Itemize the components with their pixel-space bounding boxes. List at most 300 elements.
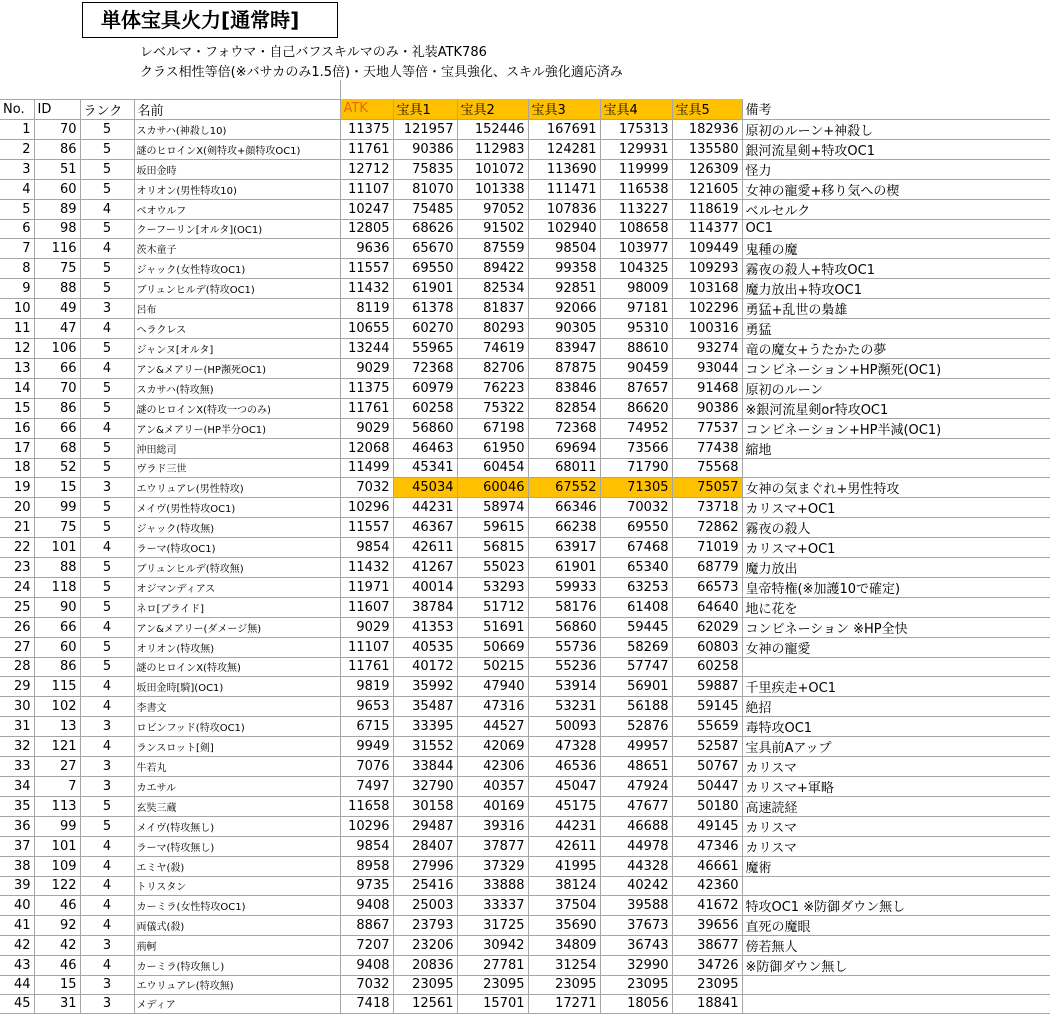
row-atk: 10296 <box>340 497 393 517</box>
row-np3: 72368 <box>528 418 600 438</box>
row-memo: 銀河流星剣+特攻OC1 <box>742 139 1050 159</box>
row-np2: 39316 <box>457 816 528 836</box>
table-row <box>0 497 1050 517</box>
row-name: 玄奘三蔵 <box>134 796 340 816</box>
row-rank: 5 <box>80 796 134 816</box>
col-id: ID <box>34 99 80 119</box>
table-row <box>0 816 1050 836</box>
row-np5: 38677 <box>672 935 742 955</box>
row-memo: コンビネーション ※HP全快 <box>742 617 1050 637</box>
row-np4: 56901 <box>600 676 672 696</box>
row-id: 99 <box>34 816 80 836</box>
row-id: 75 <box>34 517 80 537</box>
col-atk: ATK <box>340 99 393 119</box>
row-np2: 60046 <box>457 477 528 497</box>
row-np1: 25003 <box>393 895 457 915</box>
row-no: 14 <box>0 378 34 398</box>
table-row <box>0 895 1050 915</box>
row-np4: 63253 <box>600 577 672 597</box>
row-no: 28 <box>0 657 34 676</box>
row-name: エミヤ(殺) <box>134 856 340 876</box>
row-np4: 44328 <box>600 856 672 876</box>
row-no: 38 <box>0 856 34 876</box>
row-rank: 5 <box>80 159 134 179</box>
row-np3: 107836 <box>528 199 600 219</box>
row-name: 坂田金時 <box>134 159 340 179</box>
row-rank: 4 <box>80 676 134 696</box>
table-row <box>0 358 1050 378</box>
row-atk: 10296 <box>340 816 393 836</box>
row-rank: 3 <box>80 298 134 318</box>
row-rank: 4 <box>80 895 134 915</box>
table-row <box>0 378 1050 398</box>
row-np5: 109449 <box>672 238 742 258</box>
col-rank: ランク <box>80 99 134 119</box>
row-np4: 87657 <box>600 378 672 398</box>
row-np1: 23206 <box>393 935 457 955</box>
row-np2: 101338 <box>457 179 528 199</box>
row-name: カーミラ(女性特攻OC1) <box>134 895 340 915</box>
row-np2: 56815 <box>457 537 528 557</box>
table-row <box>0 398 1050 418</box>
row-rank: 5 <box>80 219 134 238</box>
table-row <box>0 557 1050 577</box>
row-no: 23 <box>0 557 34 577</box>
table-row <box>0 458 1050 477</box>
row-np3: 92851 <box>528 278 600 298</box>
row-np5: 50447 <box>672 776 742 796</box>
row-name: ヴラド三世 <box>134 458 340 477</box>
row-no: 20 <box>0 497 34 517</box>
row-np5: 72862 <box>672 517 742 537</box>
table-row <box>0 776 1050 796</box>
row-name: オリオン(男性特攻10) <box>134 179 340 199</box>
row-np1: 23793 <box>393 915 457 935</box>
table-row <box>0 438 1050 458</box>
row-np2: 44527 <box>457 716 528 736</box>
row-np4: 129931 <box>600 139 672 159</box>
row-name: ロビンフッド(特攻OC1) <box>134 716 340 736</box>
row-no: 45 <box>0 994 34 1013</box>
row-np4: 44978 <box>600 836 672 856</box>
row-np3: 82854 <box>528 398 600 418</box>
row-rank: 5 <box>80 657 134 676</box>
row-atk: 11432 <box>340 557 393 577</box>
row-atk: 9408 <box>340 955 393 975</box>
row-np1: 29487 <box>393 816 457 836</box>
row-np3: 83846 <box>528 378 600 398</box>
row-atk: 9819 <box>340 676 393 696</box>
row-no: 4 <box>0 179 34 199</box>
row-memo: 毒特攻OC1 <box>742 716 1050 736</box>
row-np4: 57747 <box>600 657 672 676</box>
row-atk: 11557 <box>340 517 393 537</box>
row-memo: カリスマ+軍略 <box>742 776 1050 796</box>
row-np5: 23095 <box>672 975 742 994</box>
row-np1: 60979 <box>393 378 457 398</box>
row-np3: 35690 <box>528 915 600 935</box>
row-np2: 82534 <box>457 278 528 298</box>
row-np4: 113227 <box>600 199 672 219</box>
row-memo: 女神の寵愛+移り気への楔 <box>742 179 1050 199</box>
row-np1: 35487 <box>393 696 457 716</box>
row-memo <box>742 975 1050 994</box>
row-np3: 42611 <box>528 836 600 856</box>
row-np4: 56188 <box>600 696 672 716</box>
row-np3: 167691 <box>528 119 600 139</box>
row-no: 43 <box>0 955 34 975</box>
row-id: 27 <box>34 756 80 776</box>
col-np1: 宝具1 <box>393 99 457 119</box>
row-atk: 11107 <box>340 637 393 657</box>
row-id: 13 <box>34 716 80 736</box>
row-name: カーミラ(特攻無し) <box>134 955 340 975</box>
row-no: 12 <box>0 338 34 358</box>
row-np1: 33844 <box>393 756 457 776</box>
table-body <box>0 80 1050 1013</box>
row-id: 47 <box>34 318 80 338</box>
row-rank: 3 <box>80 776 134 796</box>
row-np2: 97052 <box>457 199 528 219</box>
row-np5: 46661 <box>672 856 742 876</box>
row-np2: 40357 <box>457 776 528 796</box>
row-rank: 4 <box>80 358 134 378</box>
row-id: 60 <box>34 637 80 657</box>
row-np2: 75322 <box>457 398 528 418</box>
row-np1: 60258 <box>393 398 457 418</box>
row-np2: 23095 <box>457 975 528 994</box>
row-np5: 118619 <box>672 199 742 219</box>
row-np2: 82706 <box>457 358 528 378</box>
row-id: 118 <box>34 577 80 597</box>
row-memo: 縮地 <box>742 438 1050 458</box>
row-memo: 鬼種の魔 <box>742 238 1050 258</box>
row-np1: 42611 <box>393 537 457 557</box>
row-np2: 27781 <box>457 955 528 975</box>
row-atk: 12712 <box>340 159 393 179</box>
row-memo: 原初のルーン <box>742 378 1050 398</box>
row-name: メイヴ(男性特攻OC1) <box>134 497 340 517</box>
row-np4: 39588 <box>600 895 672 915</box>
table-row <box>0 159 1050 179</box>
row-rank: 5 <box>80 179 134 199</box>
row-atk: 10655 <box>340 318 393 338</box>
row-np3: 66346 <box>528 497 600 517</box>
row-np4: 71305 <box>600 477 672 497</box>
row-rank: 4 <box>80 736 134 756</box>
table-row <box>0 597 1050 617</box>
row-np1: 31552 <box>393 736 457 756</box>
row-np1: 90386 <box>393 139 457 159</box>
row-np3: 113690 <box>528 159 600 179</box>
row-name: アン&メアリー(ダメージ無) <box>134 617 340 637</box>
row-np4: 59445 <box>600 617 672 637</box>
row-memo: ※銀河流星剣or特攻OC1 <box>742 398 1050 418</box>
row-np4: 119999 <box>600 159 672 179</box>
row-id: 66 <box>34 358 80 378</box>
row-id: 46 <box>34 895 80 915</box>
row-name: オジマンディアス <box>134 577 340 597</box>
row-np4: 71790 <box>600 458 672 477</box>
row-np5: 100316 <box>672 318 742 338</box>
row-np5: 39656 <box>672 915 742 935</box>
row-np2: 55023 <box>457 557 528 577</box>
row-np1: 33395 <box>393 716 457 736</box>
row-np2: 33337 <box>457 895 528 915</box>
row-np2: 53293 <box>457 577 528 597</box>
row-np5: 75568 <box>672 458 742 477</box>
row-name: ジャック(女性特攻OC1) <box>134 258 340 278</box>
row-np3: 58176 <box>528 597 600 617</box>
row-np4: 49957 <box>600 736 672 756</box>
row-np3: 44231 <box>528 816 600 836</box>
row-rank: 5 <box>80 597 134 617</box>
row-name: 沖田総司 <box>134 438 340 458</box>
row-atk: 11761 <box>340 139 393 159</box>
row-atk: 8867 <box>340 915 393 935</box>
row-atk: 7418 <box>340 994 393 1013</box>
row-np1: 20836 <box>393 955 457 975</box>
row-name: カエサル <box>134 776 340 796</box>
row-rank: 3 <box>80 935 134 955</box>
row-atk: 9653 <box>340 696 393 716</box>
row-no: 37 <box>0 836 34 856</box>
row-np5: 75057 <box>672 477 742 497</box>
row-memo: 宝具前Aアップ <box>742 736 1050 756</box>
row-np4: 37673 <box>600 915 672 935</box>
row-rank: 5 <box>80 438 134 458</box>
row-np5: 62029 <box>672 617 742 637</box>
row-name: 牛若丸 <box>134 756 340 776</box>
row-atk: 11557 <box>340 258 393 278</box>
row-np1: 23095 <box>393 975 457 994</box>
row-np4: 32990 <box>600 955 672 975</box>
table-row <box>0 418 1050 438</box>
table-row <box>0 338 1050 358</box>
row-np2: 60454 <box>457 458 528 477</box>
row-name: アン&メアリー(HP半分OC1) <box>134 418 340 438</box>
row-np4: 73566 <box>600 438 672 458</box>
row-np5: 41672 <box>672 895 742 915</box>
column-header-row <box>0 99 1050 119</box>
row-id: 49 <box>34 298 80 318</box>
row-np1: 60270 <box>393 318 457 338</box>
row-rank: 4 <box>80 696 134 716</box>
row-np3: 83947 <box>528 338 600 358</box>
row-np1: 61378 <box>393 298 457 318</box>
table-row <box>0 696 1050 716</box>
row-np1: 40014 <box>393 577 457 597</box>
row-np5: 126309 <box>672 159 742 179</box>
col-name: 名前 <box>134 99 340 119</box>
row-atk: 7076 <box>340 756 393 776</box>
row-id: 113 <box>34 796 80 816</box>
row-atk: 11107 <box>340 179 393 199</box>
row-np2: 76223 <box>457 378 528 398</box>
row-id: 122 <box>34 876 80 895</box>
row-name: 呂布 <box>134 298 340 318</box>
row-np5: 135580 <box>672 139 742 159</box>
row-name: エウリュアレ(特攻無) <box>134 975 340 994</box>
row-id: 109 <box>34 856 80 876</box>
row-np1: 35992 <box>393 676 457 696</box>
row-no: 30 <box>0 696 34 716</box>
row-np3: 67552 <box>528 477 600 497</box>
table-row <box>0 298 1050 318</box>
row-np1: 61901 <box>393 278 457 298</box>
row-np3: 46536 <box>528 756 600 776</box>
row-name: 茨木童子 <box>134 238 340 258</box>
row-atk: 11375 <box>340 378 393 398</box>
row-rank: 4 <box>80 856 134 876</box>
table-row <box>0 617 1050 637</box>
row-id: 86 <box>34 657 80 676</box>
row-no: 44 <box>0 975 34 994</box>
row-memo: ベルセルク <box>742 199 1050 219</box>
row-rank: 4 <box>80 199 134 219</box>
row-atk: 11658 <box>340 796 393 816</box>
row-atk: 7497 <box>340 776 393 796</box>
row-np3: 45175 <box>528 796 600 816</box>
row-np5: 77438 <box>672 438 742 458</box>
row-memo <box>742 657 1050 676</box>
row-memo: 千里疾走+OC1 <box>742 676 1050 696</box>
table-row <box>0 975 1050 994</box>
row-atk: 9854 <box>340 836 393 856</box>
row-np3: 17271 <box>528 994 600 1013</box>
table-row <box>0 915 1050 935</box>
row-atk: 9636 <box>340 238 393 258</box>
row-atk: 12805 <box>340 219 393 238</box>
row-np4: 70032 <box>600 497 672 517</box>
row-memo: 霧夜の殺人 <box>742 517 1050 537</box>
row-np5: 90386 <box>672 398 742 418</box>
row-np3: 59933 <box>528 577 600 597</box>
table-row <box>0 139 1050 159</box>
row-np3: 69694 <box>528 438 600 458</box>
row-id: 68 <box>34 438 80 458</box>
row-memo: カリスマ <box>742 756 1050 776</box>
row-np4: 58269 <box>600 637 672 657</box>
row-np3: 37504 <box>528 895 600 915</box>
row-np5: 60803 <box>672 637 742 657</box>
row-memo: 傍若無人 <box>742 935 1050 955</box>
row-id: 51 <box>34 159 80 179</box>
table-row <box>0 736 1050 756</box>
row-name: アン&メアリー(HP瀕死OC1) <box>134 358 340 378</box>
row-name: ジャンヌ[オルタ] <box>134 338 340 358</box>
row-rank: 5 <box>80 497 134 517</box>
row-np1: 75835 <box>393 159 457 179</box>
table-row <box>0 179 1050 199</box>
row-np5: 93044 <box>672 358 742 378</box>
row-np2: 81837 <box>457 298 528 318</box>
damage-table-wrapper <box>0 80 1050 1014</box>
row-atk: 9029 <box>340 617 393 637</box>
row-np2: 87559 <box>457 238 528 258</box>
row-no: 3 <box>0 159 34 179</box>
row-memo: コンビネーション+HP瀕死(OC1) <box>742 358 1050 378</box>
row-rank: 4 <box>80 876 134 895</box>
table-row <box>0 637 1050 657</box>
row-np4: 67468 <box>600 537 672 557</box>
row-id: 86 <box>34 398 80 418</box>
condition-note-2: クラス相性等倍(※バサカのみ1.5倍)・天地人等倍・宝具強化、スキル強化適応済み <box>140 65 623 80</box>
row-np3: 87875 <box>528 358 600 378</box>
table-row <box>0 318 1050 338</box>
row-np1: 55965 <box>393 338 457 358</box>
table-row <box>0 935 1050 955</box>
table-row <box>0 119 1050 139</box>
row-np3: 53231 <box>528 696 600 716</box>
row-memo: コンビネーション+HP半減(OC1) <box>742 418 1050 438</box>
row-np1: 27996 <box>393 856 457 876</box>
row-memo <box>742 994 1050 1013</box>
row-memo: カリスマ <box>742 836 1050 856</box>
row-np2: 15701 <box>457 994 528 1013</box>
row-memo: 霧夜の殺人+特攻OC1 <box>742 258 1050 278</box>
row-np5: 68779 <box>672 557 742 577</box>
row-np2: 37329 <box>457 856 528 876</box>
row-no: 40 <box>0 895 34 915</box>
row-name: トリスタン <box>134 876 340 895</box>
row-np1: 41267 <box>393 557 457 577</box>
row-atk: 11607 <box>340 597 393 617</box>
row-np4: 116538 <box>600 179 672 199</box>
row-np5: 121605 <box>672 179 742 199</box>
row-np1: 32790 <box>393 776 457 796</box>
row-name: 謎のヒロインX(特攻無) <box>134 657 340 676</box>
table-row <box>0 219 1050 238</box>
table-row <box>0 756 1050 776</box>
row-np3: 50093 <box>528 716 600 736</box>
row-np1: 40172 <box>393 657 457 676</box>
row-id: 88 <box>34 278 80 298</box>
row-no: 22 <box>0 537 34 557</box>
row-atk: 9735 <box>340 876 393 895</box>
col-np4: 宝具4 <box>600 99 672 119</box>
row-np3: 66238 <box>528 517 600 537</box>
row-np1: 81070 <box>393 179 457 199</box>
row-atk: 8119 <box>340 298 393 318</box>
row-id: 60 <box>34 179 80 199</box>
row-np3: 68011 <box>528 458 600 477</box>
row-atk: 9408 <box>340 895 393 915</box>
table-row <box>0 238 1050 258</box>
row-atk: 9949 <box>340 736 393 756</box>
row-atk: 10247 <box>340 199 393 219</box>
row-memo: 原初のルーン+神殺し <box>742 119 1050 139</box>
row-np2: 61950 <box>457 438 528 458</box>
row-rank: 3 <box>80 994 134 1013</box>
row-rank: 5 <box>80 557 134 577</box>
row-atk: 11375 <box>340 119 393 139</box>
row-name: メイヴ(特攻無し) <box>134 816 340 836</box>
row-np1: 45341 <box>393 458 457 477</box>
row-no: 25 <box>0 597 34 617</box>
row-np3: 124281 <box>528 139 600 159</box>
row-id: 99 <box>34 497 80 517</box>
table-group-row <box>0 80 1050 99</box>
row-np3: 92066 <box>528 298 600 318</box>
row-np3: 55236 <box>528 657 600 676</box>
row-atk: 11432 <box>340 278 393 298</box>
row-np2: 51712 <box>457 597 528 617</box>
row-memo: カリスマ+OC1 <box>742 537 1050 557</box>
row-memo: 勇猛 <box>742 318 1050 338</box>
row-no: 10 <box>0 298 34 318</box>
table-row <box>0 676 1050 696</box>
